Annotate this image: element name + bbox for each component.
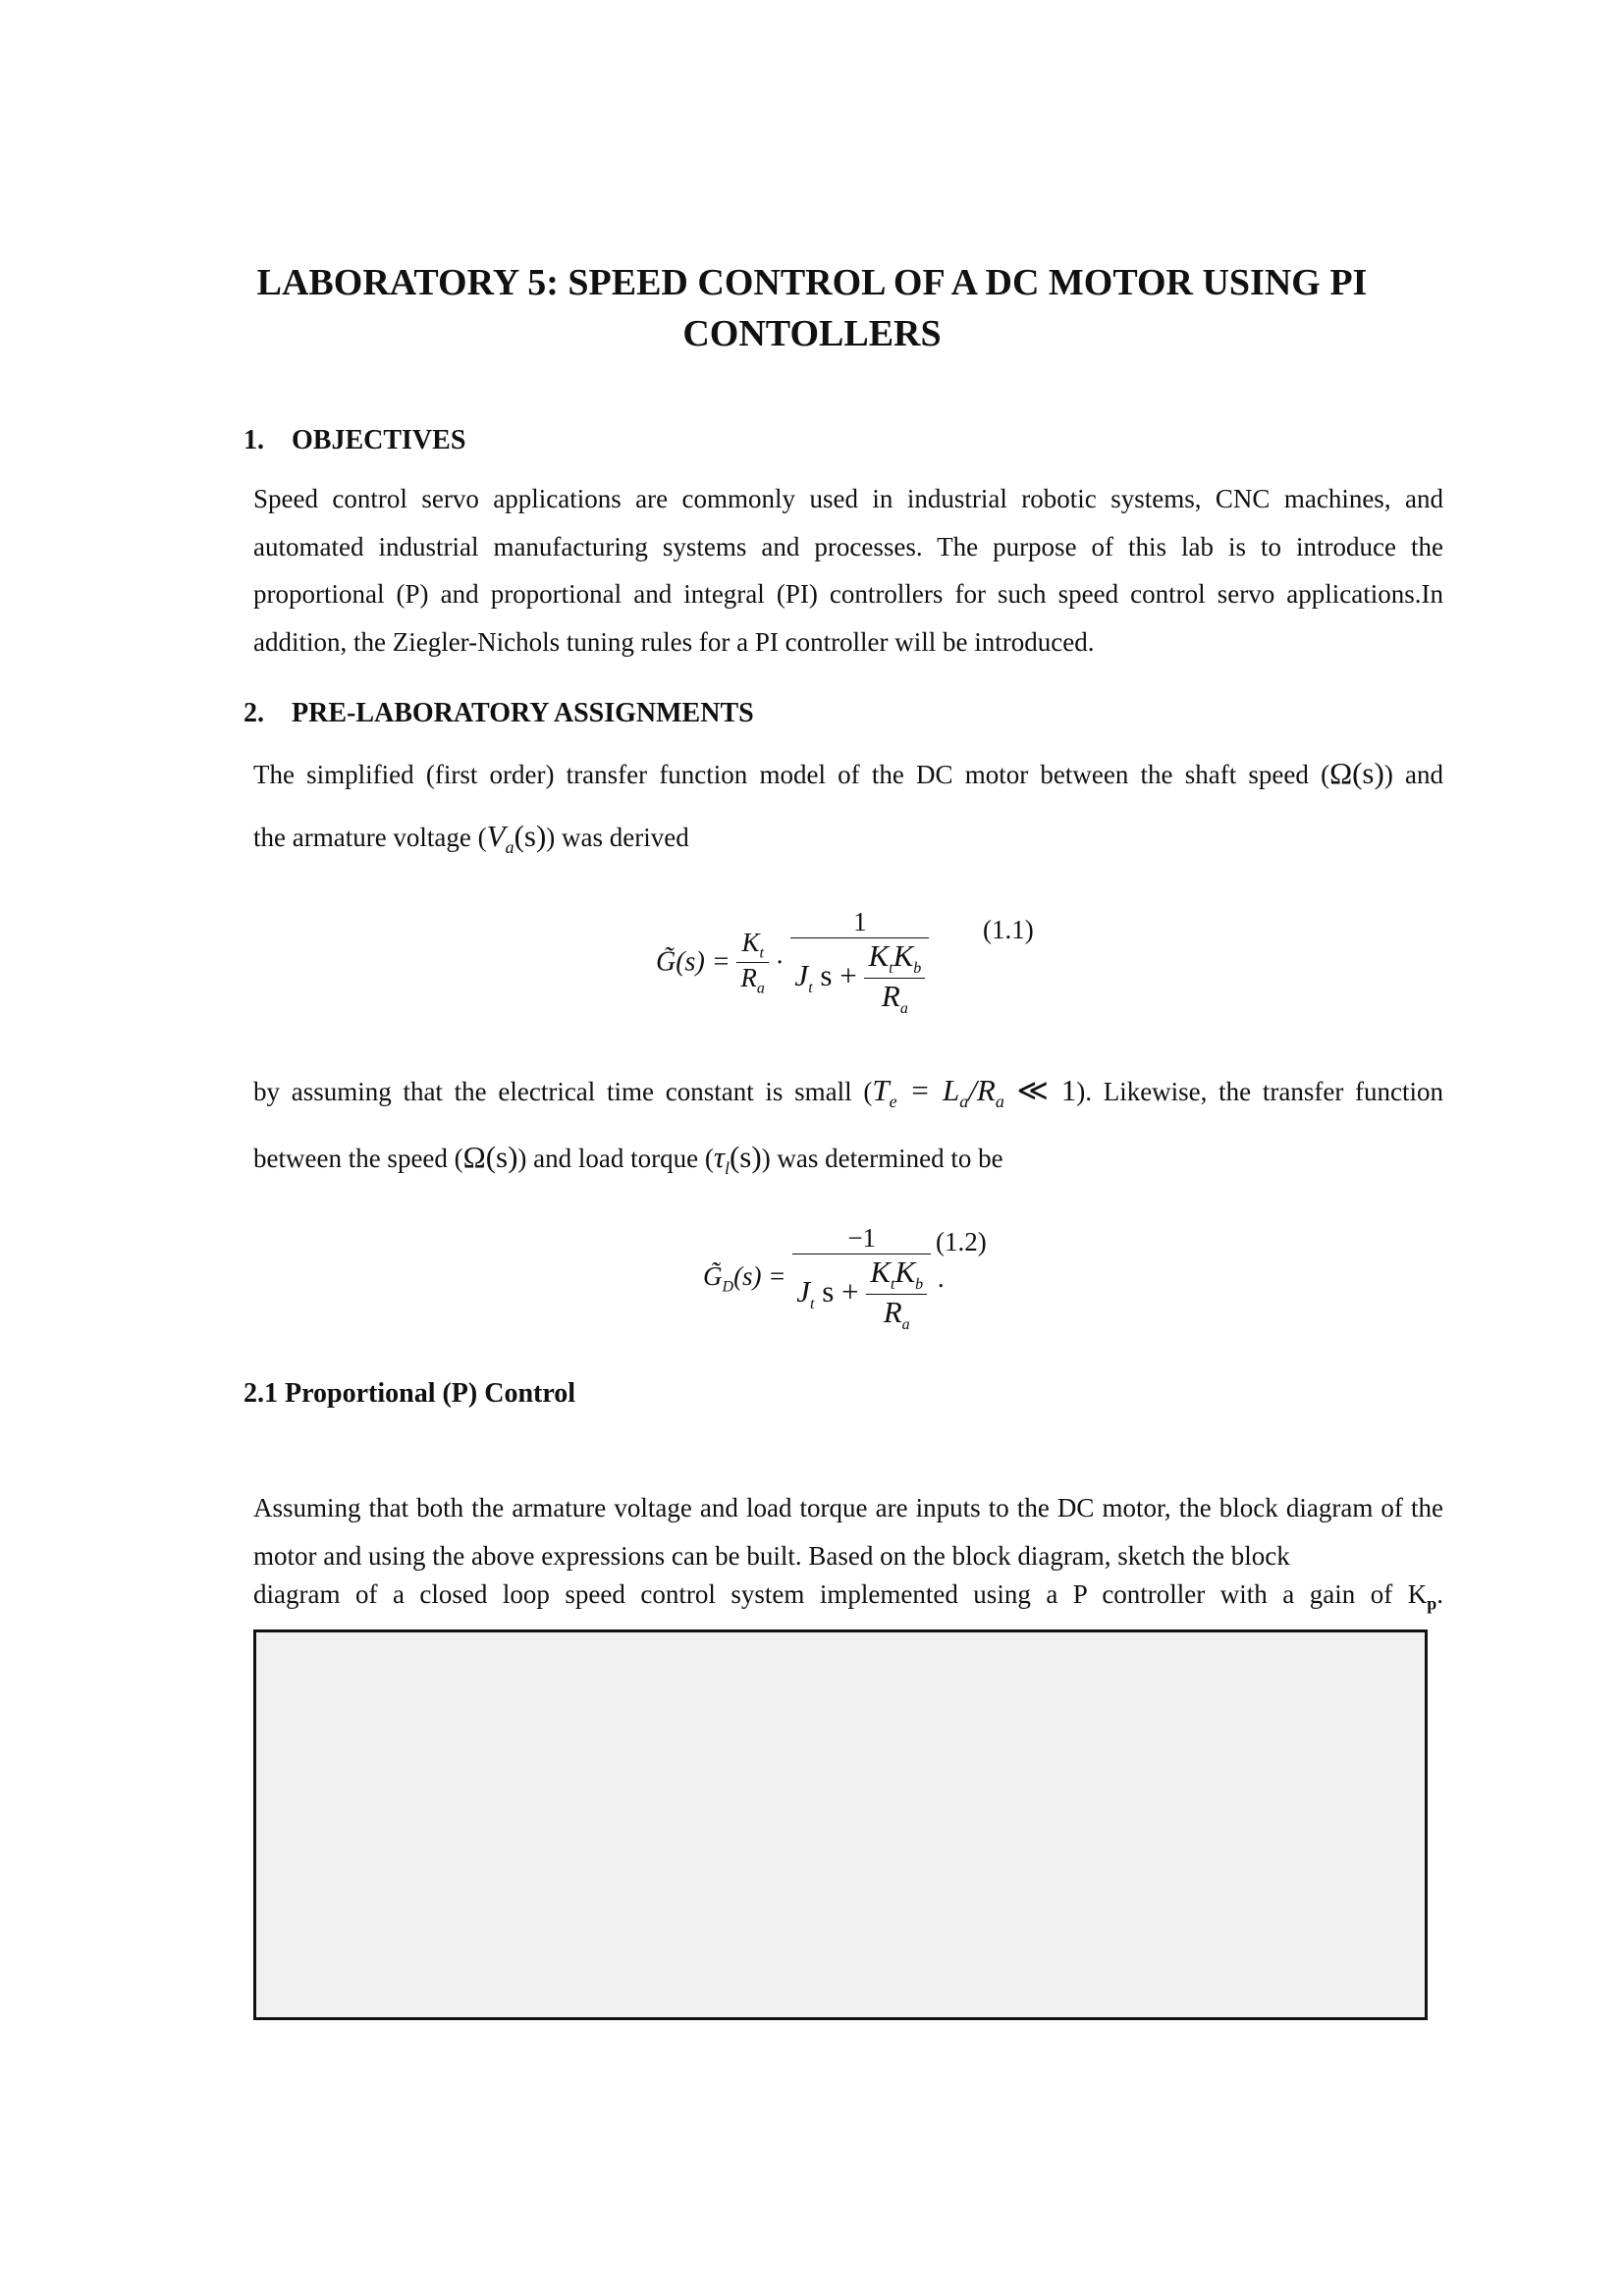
- subscript: a: [901, 1316, 910, 1334]
- text-run: .: [1436, 1579, 1443, 1609]
- symbol: τ: [713, 1140, 725, 1174]
- denominator: [790, 938, 929, 1018]
- symbol: J: [794, 957, 809, 992]
- numerator: 1: [790, 907, 929, 938]
- text-run: by assuming that the electrical time constant is small (: [253, 1077, 873, 1106]
- text-run: The simplified (first order) transfer function model of the DC motor between the shaft speed (: [253, 760, 1330, 789]
- subscript: a: [505, 837, 514, 858]
- subscript: e: [889, 1092, 897, 1112]
- section-title: PRE-LABORATORY ASSIGNMENTS: [292, 698, 754, 728]
- prelab-line-4: [253, 1140, 1443, 1179]
- period: .: [937, 1263, 945, 1294]
- subscript: t: [810, 1295, 815, 1312]
- text-run: ) and: [1383, 760, 1443, 789]
- symbol: (s): [514, 819, 547, 853]
- prelab-line-3: [253, 1073, 1443, 1112]
- subscript: a: [899, 1000, 908, 1018]
- fraction-kt-ra: [736, 928, 769, 998]
- text-run: ) was determined to be: [761, 1144, 1003, 1173]
- denominator: [866, 1295, 927, 1334]
- equation-1-1: [656, 907, 929, 1018]
- symbol: R: [883, 1295, 902, 1330]
- denominator: [792, 1255, 931, 1334]
- symbol: V: [486, 819, 506, 853]
- numerator: −1: [792, 1223, 931, 1255]
- subscript: D: [722, 1278, 734, 1296]
- subscript: t: [889, 960, 893, 978]
- equation-number-1-2: (1.2): [936, 1227, 987, 1256]
- symbol: T: [872, 1073, 890, 1107]
- p-control-paragraph: Assuming that both the armature voltage and load torque are inputs to the DC motor, the block diagram of the motor and using the above expressions can be built. Based on the block diagram, sketch the block: [253, 1493, 1443, 1571]
- text-run: ) was derived: [546, 823, 689, 852]
- symbol: (s) =: [733, 1260, 786, 1291]
- text-run: between the speed (: [253, 1144, 463, 1173]
- symbol: (s): [729, 1140, 762, 1174]
- subscript: a: [959, 1092, 969, 1112]
- symbol: J: [796, 1273, 811, 1308]
- symbol: = L: [896, 1073, 960, 1107]
- subscript: a: [995, 1092, 1004, 1112]
- subscript: a: [756, 980, 765, 997]
- fraction-main: [792, 1223, 931, 1334]
- equation-1-2: [703, 1223, 945, 1334]
- symbol: R: [881, 979, 900, 1014]
- prelab-line-1: [253, 756, 1443, 791]
- subscript: t: [759, 944, 764, 962]
- tau-symbol: [713, 1140, 762, 1179]
- va-symbol: [486, 819, 547, 858]
- subscript: t: [890, 1276, 895, 1294]
- subscript: t: [808, 979, 813, 996]
- symbol: R: [740, 963, 757, 993]
- symbol: K: [893, 938, 914, 973]
- fraction-ktkb-ra: [864, 938, 925, 1018]
- answer-sketch-box[interactable]: [253, 1629, 1428, 2020]
- subscript: b: [915, 1276, 924, 1294]
- section-number: 2.: [244, 698, 264, 728]
- title-line-1: LABORATORY 5: SPEED CONTROL OF A DC MOTOR USING PI: [256, 262, 1368, 303]
- section-1-heading: [244, 425, 465, 456]
- multiply-dot: ·: [775, 947, 785, 978]
- equation-number-1-1: (1.1): [983, 915, 1034, 944]
- symbol: K: [868, 938, 890, 973]
- fraction-ktkb-ra: [866, 1255, 927, 1334]
- eq-lhs: [703, 1260, 786, 1296]
- symbol: G̃: [703, 1260, 723, 1291]
- text-run: ). Likewise, the transfer function: [1076, 1077, 1444, 1106]
- symbol: s +: [822, 1273, 859, 1308]
- p-control-last-line: [253, 1579, 1443, 1614]
- symbol: K: [870, 1255, 891, 1289]
- section-number: 1.: [244, 425, 264, 455]
- objectives-paragraph: Speed control servo applications are commonly used in industrial robotic systems, CNC machines, and automated industrial manufacturing systems and processes. The purpose of this lab is to introduce the proportional (P) and proportional and integral (PI) controllers for such speed control servo applications.In addition, the Ziegler-Nichols tuning rules for a PI controller will be introduced.: [253, 484, 1443, 657]
- symbol: ≪ 1: [1003, 1073, 1077, 1107]
- title-line-2: CONTOLLERS: [682, 313, 942, 354]
- text-run: ) and load torque (: [517, 1144, 714, 1173]
- denominator: [864, 979, 925, 1018]
- text-run: diagram of a closed loop speed control system implemented using a P controller with a gain of K: [253, 1579, 1428, 1609]
- numerator: [736, 928, 769, 963]
- text-run: the armature voltage (: [253, 823, 487, 852]
- section-2-heading: [244, 698, 754, 729]
- time-constant-expression: [872, 1073, 1077, 1112]
- section-title: OBJECTIVES: [292, 425, 466, 455]
- section-2-1-heading: 2.1 Proportional (P) Control: [244, 1378, 576, 1409]
- symbol: s +: [820, 957, 857, 992]
- omega-symbol: Ω(s): [1329, 756, 1384, 790]
- symbol: K: [741, 927, 760, 957]
- numerator: [866, 1255, 927, 1295]
- omega-symbol: Ω(s): [462, 1140, 518, 1174]
- subscript: l: [724, 1158, 730, 1179]
- prelab-line-2: [253, 819, 1443, 858]
- subscript: b: [913, 960, 922, 978]
- symbol: K: [894, 1255, 916, 1289]
- page-title: [0, 257, 1624, 359]
- symbol: /R: [968, 1073, 996, 1107]
- denominator: [736, 963, 769, 997]
- fraction-main: [790, 907, 929, 1018]
- eq-lhs: G̃(s) =: [656, 946, 731, 978]
- numerator: [864, 938, 925, 979]
- subscript: p: [1427, 1593, 1437, 1614]
